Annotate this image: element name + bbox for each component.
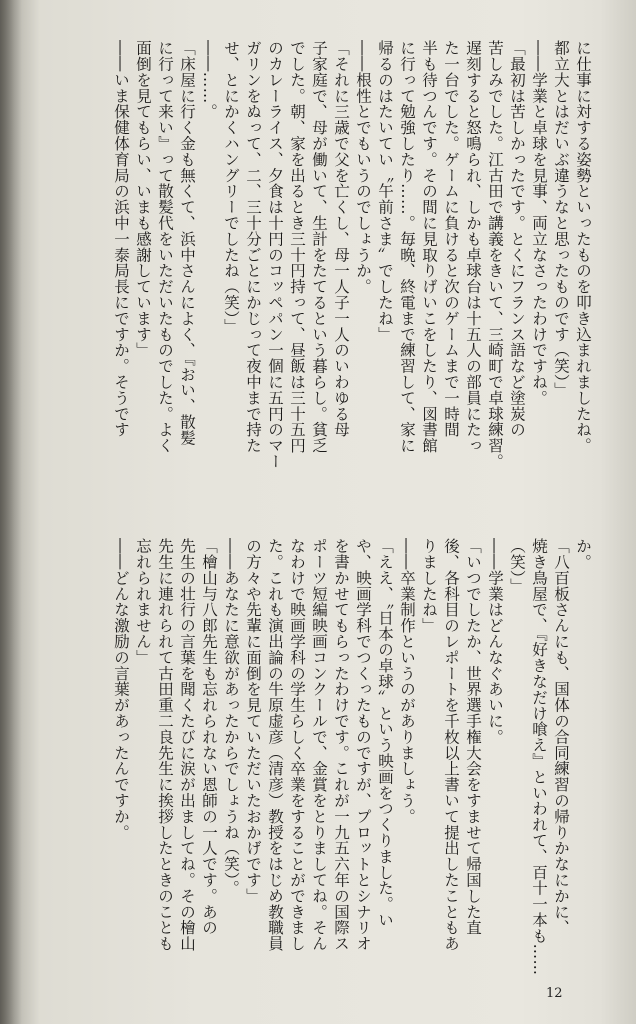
page-number: 12 [546,986,563,1001]
text-column: ガリンをぬって、二、三十分ごとにかじって夜中まで持た [244,40,262,454]
text-column: ――いま保健体育局の浜中一泰局長にですか。そうです [112,40,130,438]
text-column: 「いつでしたか、世界選手権大会をすませて帰国した直 [464,538,482,936]
text-column: ――あなたに意欲があったからでしょうね（笑）。 [222,538,240,896]
text-column: 「檜山与八郎先生も忘れられない恩師の一人です。あの [200,538,218,936]
text-column: に行って来い』って散髪代をいただいたものでした。よく [156,40,174,454]
text-column: ――学業と卓球を見事、両立なさったわけですね。 [530,40,548,406]
text-column: 子家庭で、母が働いて、生計をたてるという暮らし。貧乏 [310,40,328,454]
text-column: ポーツ短編映画コンクールで、金賞をとりましてね。そん [310,538,328,952]
text-column: なわけで映画学科の学生らしく卒業をすることができまし [288,538,306,952]
text-column: ――どんな激励の言葉があったんですか。 [112,538,130,841]
lower-text-block [88,538,594,978]
text-column: に行って勉強したり……。毎晩、終電まで練習して、家に [398,40,416,454]
text-column: や、映画学科でつくったものですが、プロットとシナリオ [354,538,372,952]
text-column: 苦しみでした。江古田で講義をきいて、三崎町で卓球練習。 [486,40,504,470]
text-column: 「最初は苦しかったです。とくにフランス語など塗炭の [508,40,526,438]
text-column: 都立大とはだいぶ違うなと思ったものです（笑）」 [552,40,570,398]
text-column: 「ええ、〝日本の卓球〟という映画をつくりました。い [376,538,394,928]
text-column: 半も待つんです。その間に見取りげいこをしたり、図書館 [420,40,438,454]
text-column: 「八百板さんにも、国体の合同練習の帰りかなにかに、 [552,538,570,936]
text-column: 「それに三歳で父を亡くし、母一人子一人のいわゆる母 [332,40,350,438]
binding-shadow [0,0,22,1024]
text-column: ――卒業制作というのがありましょう。 [398,538,416,825]
text-column: ――……。 [200,40,218,120]
text-column: せ、とにかくハングリーでしたね（笑）」 [222,40,240,335]
upper-text-block [88,40,594,508]
text-column: 先生に連れられて古田重二良先生に挨拶したときのことも [156,538,174,952]
text-column: た。これも演出論の牛原虚彦（清彦）教授をはじめ教職員 [266,538,284,952]
text-column: ――根性とでもいうのでしょうか。 [354,40,372,295]
text-column: か。 [574,538,592,570]
text-column: に仕事に対する姿勢といったものを叩き込まれましたね。 [574,40,592,454]
text-column: りましたね」 [420,538,438,634]
text-column: 先生の壮行の言葉を聞くたびに涙が出ましてね。その檜山 [178,538,196,952]
text-column: 遅刻すると怒鳴られ、しかも卓球台は十五人の部員にたっ [464,40,482,454]
text-column: 帰るのはたいてい〝午前さま〟でしたね」 [376,40,394,343]
text-column: のカレーライス、夕食は十円のコッペパン一個に五円のマー [266,40,284,470]
text-column: の方々や先輩に面倒を見ていただいたおかげです」 [244,538,262,904]
text-column: でした。朝、家を出るとき三十円持って、昼飯は三十五円 [288,40,306,454]
text-column: 忘れられません」 [134,538,152,666]
text-column: を書かせてもらったわけです。これが一九五六年の国際ス [332,538,350,952]
text-column: 後、各科目のレポートを千枚以上書いて提出したこともあ [442,538,460,952]
text-column: た一台でした。ゲームに負けると次のゲームまで一時間 [442,40,460,438]
text-column: 面倒を見てもらい、いまも感謝しています」 [134,40,152,358]
text-column: 焼き鳥屋で、『好きなだけ喰え』といわれて、百十一本も…… [530,538,548,976]
text-column: ――学業はどんなぐあいに。 [486,538,504,745]
text-column: 「床屋に行く金も無くて、浜中さんによく、『おい、散髪 [178,40,196,446]
text-column: （笑）」 [508,538,526,594]
